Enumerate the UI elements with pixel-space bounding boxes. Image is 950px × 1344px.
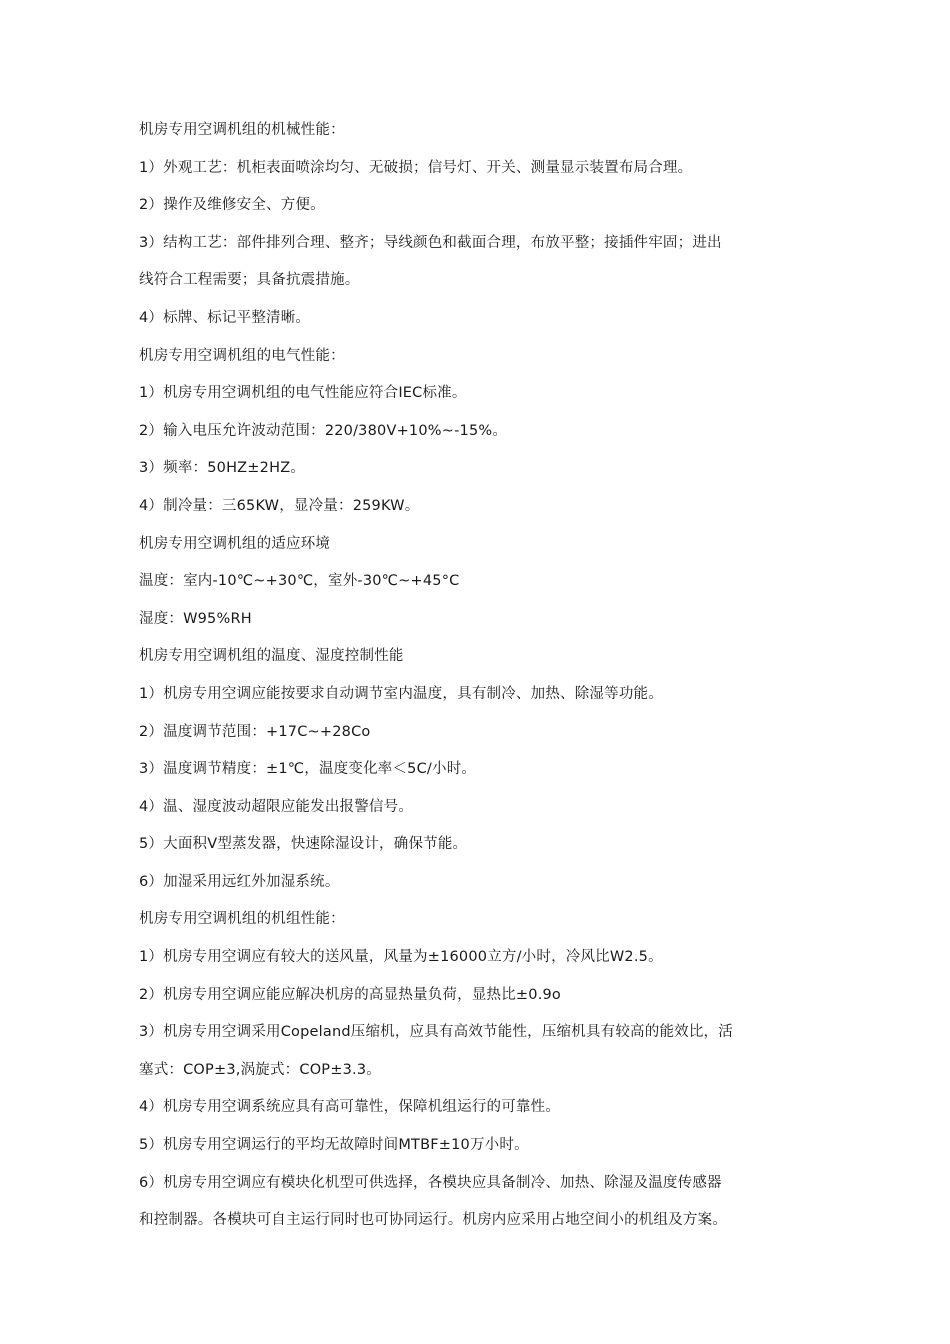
paragraph-line: 1）机房专用空调应有较大的送风量，风量为±16000立方/小时，冷风比W2.5。 [139, 949, 663, 966]
paragraph-line: 2）操作及维修安全、方便。 [139, 197, 325, 214]
paragraph-line: 2）机房专用空调应能应解决机房的高显热量负荷，显热比±0.9o [139, 986, 562, 1003]
paragraph-line: 1）机房专用空调机组的电气性能应符合IEC标准。 [139, 385, 467, 402]
paragraph-line: 1）机房专用空调应能按要求自动调节室内温度，具有制冷、加热、除湿等功能。 [139, 685, 663, 702]
section-heading-mechanical: 机房专用空调机组的机械性能： [139, 122, 345, 138]
paragraph-line: 3）机房专用空调采用Copeland压缩机，应具有高效节能性，压缩机具有较高的能效比，活 [139, 1024, 733, 1041]
paragraph-line: 4）制冷量：三65KW，显冷量：259KW。 [139, 497, 420, 514]
paragraph-line: 3）温度调节精度：±1℃，温度变化率＜5C/小时。 [139, 761, 477, 778]
section-heading-unit: 机房专用空调机组的机组性能： [139, 911, 345, 928]
paragraph-line: 4）温、湿度波动超限应能发出报警信号。 [139, 798, 414, 815]
paragraph-line: 6）加湿采用远红外加湿系统。 [139, 873, 340, 890]
section-heading-electrical: 机房专用空调机组的电气性能： [139, 347, 345, 364]
paragraph-line: 2）输入电压允许波动范围：220/380V+10%~-15%。 [139, 422, 508, 439]
paragraph-line: 3）结构工艺：部件排列合理、整齐；导线颜色和截面合理，布放平整；接插件牢固；进出 [139, 234, 722, 251]
paragraph-line: 温度：室内-10℃~+30℃，室外-30℃~+45°C [139, 573, 460, 590]
document-page [139, 112, 819, 1240]
paragraph-line: 和控制器。各模块可自主运行同时也可协同运行。机房内应采用占地空间小的机组及方案。 [139, 1212, 727, 1229]
paragraph-line: 5）大面积V型蒸发器，快速除湿设计，确保节能。 [139, 836, 468, 853]
paragraph-line: 3）频率：50HZ±2HZ。 [139, 460, 306, 477]
paragraph-line: 湿度：W95%RH [139, 610, 252, 627]
paragraph-line: 线符合工程需要；具备抗震措施。 [139, 272, 360, 289]
paragraph-line: 6）机房专用空调应有模块化机型可供选择，各模块应具备制冷、加热、除湿及温度传感器 [139, 1174, 722, 1191]
section-heading-environment: 机房专用空调机组的适应环境 [139, 535, 331, 552]
paragraph-line: 塞式：COP±3,涡旋式：COP±3.3。 [139, 1061, 381, 1078]
section-heading-control: 机房专用空调机组的温度、湿度控制性能 [139, 648, 404, 665]
paragraph-line: 2）温度调节范围：+17C~+28Co [139, 723, 371, 740]
paragraph-line: 4）标牌、标记平整清晰。 [139, 309, 311, 326]
paragraph-line: 1）外观工艺：机柜表面喷涂均匀、无破损；信号灯、开关、测量显示装置布局合理。 [139, 159, 693, 176]
paragraph-line: 4）机房专用空调系统应具有高可靠性，保障机组运行的可靠性。 [139, 1099, 561, 1116]
paragraph-line: 5）机房专用空调运行的平均无故障时间MTBF±10万小时。 [139, 1137, 529, 1154]
